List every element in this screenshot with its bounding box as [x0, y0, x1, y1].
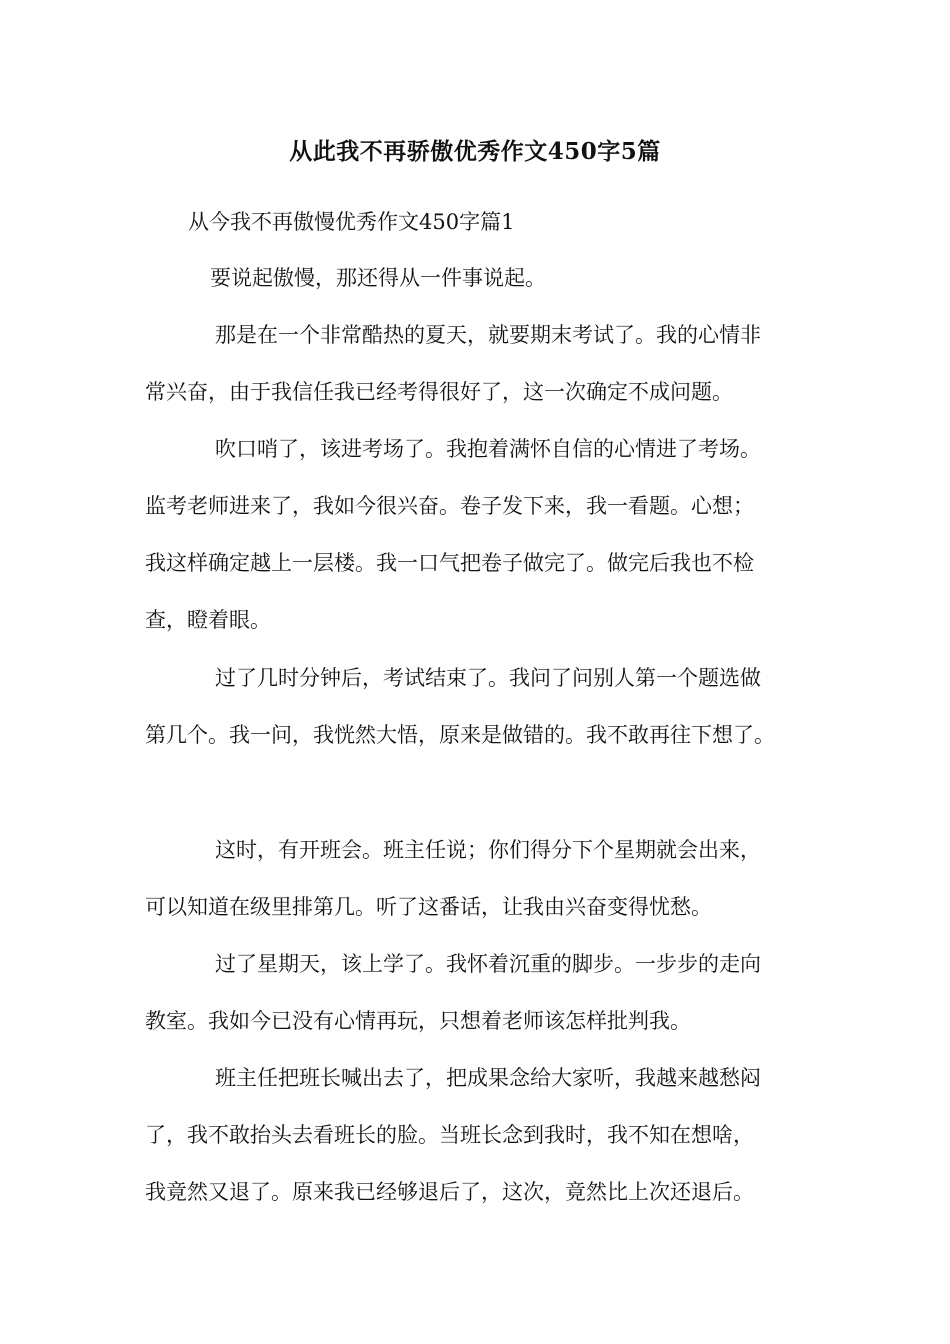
paragraph-line: 监考老师进来了，我如今很兴奋。卷子发下来，我一看题。心想；	[145, 494, 754, 518]
paragraph-line: 这时，有开班会。班主任说；你们得分下个星期就会出来，	[215, 838, 761, 862]
paragraph-line: 可以知道在级里排第几。听了这番话，让我由兴奋变得忧愁。	[145, 895, 712, 919]
section-heading: 从今我不再傲慢优秀作文450字篇1	[188, 210, 515, 234]
paragraph-line: 常兴奋，由于我信任我已经考得很好了，这一次确定不成问题。	[145, 380, 733, 404]
document-title: 从此我不再骄傲优秀作文450字5篇	[289, 138, 661, 165]
paragraph-line: 查，瞪着眼。	[145, 608, 271, 632]
paragraph-line: 要说起傲慢，那还得从一件事说起。	[210, 266, 546, 290]
paragraph-line: 了，我不敢抬头去看班长的脸。当班长念到我时，我不知在想啥，	[145, 1123, 754, 1147]
paragraph-line: 教室。我如今已没有心情再玩，只想着老师该怎样批判我。	[145, 1009, 691, 1033]
paragraph-line: 班主任把班长喊出去了，把成果念给大家听，我越来越愁闷	[215, 1066, 761, 1090]
paragraph-line: 过了几时分钟后，考试结束了。我问了问别人第一个题选做	[215, 666, 761, 690]
paragraph-line: 那是在一个非常酷热的夏天，就要期末考试了。我的心情非	[215, 323, 761, 347]
paragraph-line: 第几个。我一问，我恍然大悟，原来是做错的。我不敢再往下想了。	[145, 723, 775, 747]
paragraph-line: 我竟然又退了。原来我已经够退后了，这次，竟然比上次还退后。	[145, 1180, 754, 1204]
paragraph-line: 我这样确定越上一层楼。我一口气把卷子做完了。做完后我也不检	[145, 551, 754, 575]
paragraph-line: 吹口哨了，该进考场了。我抱着满怀自信的心情进了考场。	[215, 437, 761, 461]
paragraph-line: 过了星期天，该上学了。我怀着沉重的脚步。一步步的走向	[215, 952, 761, 976]
